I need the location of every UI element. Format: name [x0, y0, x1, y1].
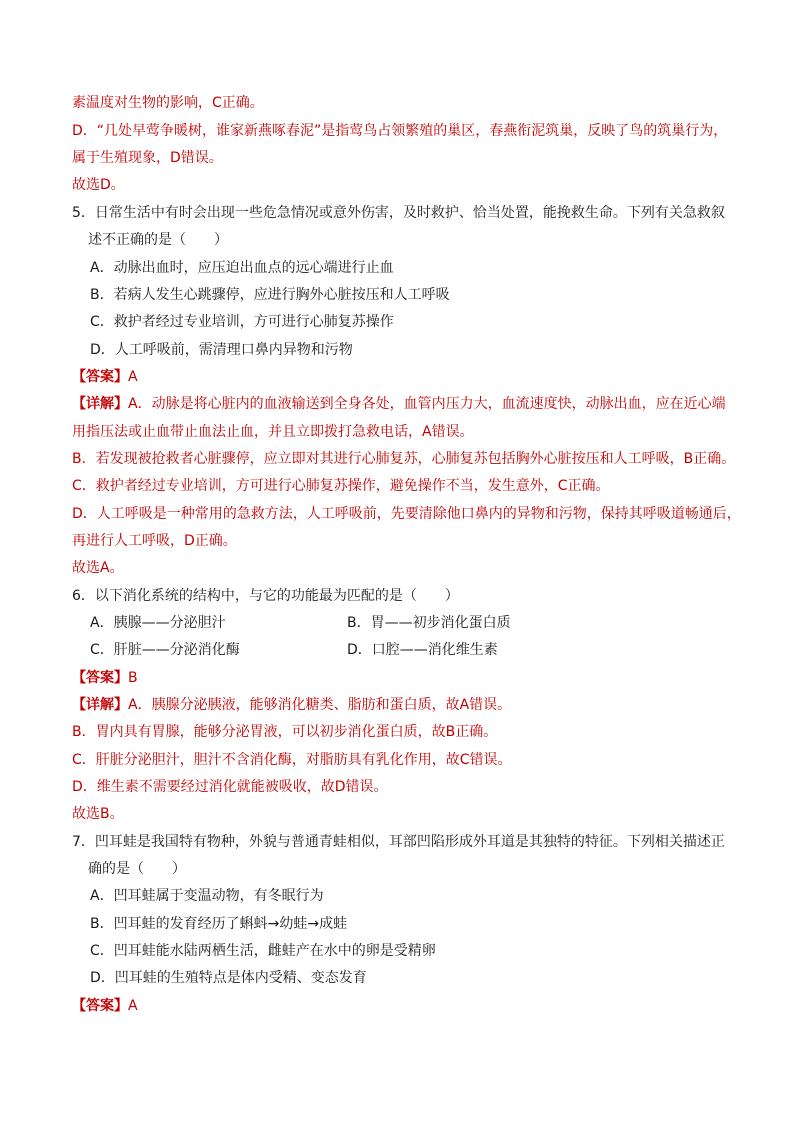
- question-7-stem-cont: 确的是（ ）: [88, 861, 186, 877]
- conclusion-line: 故选A。: [72, 560, 124, 576]
- explanation-text: A．胰腺分泌胰液，能够消化糖类、脂肪和蛋白质，故A错误。: [128, 697, 512, 713]
- question-7-stem: 7．凹耳蛙是我国特有物种，外貌与普通青蛙相似，耳部凹陷形成外耳道是其独特的特征。下列相关描述正: [72, 834, 725, 850]
- answer-value: A: [128, 998, 138, 1014]
- q6-option-d: D．口腔——消化维生素: [347, 642, 498, 658]
- conclusion-line: 故选B。: [72, 806, 124, 822]
- explanation-line: D．维生素不需要经过消化就能被吸收，故D错误。: [72, 779, 388, 795]
- explanation-label: 【详解】: [72, 396, 128, 412]
- explanation-text: A．动脉是将心脏内的血液输送到全身各处，血管内压力大，血流速度快，动脉出血，应在近心端: [128, 396, 726, 412]
- explanation-line: C．肝脏分泌胆汁，胆汁不含消化酶，对脂肪具有乳化作用，故C错误。: [72, 752, 512, 768]
- question-5-stem-cont: 述不正确的是（ ）: [88, 232, 228, 248]
- conclusion-line: 故选D。: [72, 177, 125, 193]
- q5-option-a: A．动脉出血时，应压迫出血点的远心端进行止血: [90, 260, 394, 276]
- explanation-line: 属于生殖现象，D错误。: [72, 150, 223, 166]
- q6-answer: [72, 668, 138, 688]
- q5-answer: [72, 367, 138, 387]
- q7-option-b: B．凹耳蛙的发育经历了蝌蚪→幼蛙→成蛙: [90, 916, 348, 932]
- explanation-line: C．救护者经过专业培训，方可进行心肺复苏操作，避免操作不当，发生意外，C正确。: [72, 478, 610, 494]
- answer-value: A: [128, 369, 138, 385]
- explanation-line: D．“几处早莺争暖树，谁家新燕啄春泥”是指莺鸟占领繁殖的巢区，春燕衔泥筑巢，反映了鸟的筑巢行为，: [72, 123, 728, 139]
- q7-answer: [72, 996, 138, 1016]
- answer-label: 【答案】: [72, 998, 128, 1014]
- question-5-stem: 5．日常生活中有时会出现一些危急情况或意外伤害，及时救护、恰当处置，能挽救生命。下列有关急救叙: [72, 205, 725, 221]
- answer-value: B: [128, 670, 138, 686]
- q5-option-b: B．若病人发生心跳骤停，应进行胸外心脏按压和人工呼吸: [90, 287, 450, 303]
- answer-label: 【答案】: [72, 369, 128, 385]
- q6-option-a: A．胰腺——分泌胆汁: [90, 615, 226, 631]
- explanation-line: 素温度对生物的影响，C正确。: [72, 95, 264, 111]
- q5-option-d: D．人工呼吸前，需清理口鼻内异物和污物: [90, 342, 353, 358]
- q7-option-a: A．凹耳蛙属于变温动物，有冬眠行为: [90, 888, 324, 904]
- q5-option-c: C．救护者经过专业培训，方可进行心肺复苏操作: [90, 314, 394, 330]
- explanation-line: 再进行人工呼吸，D正确。: [72, 533, 237, 549]
- q7-option-c: C．凹耳蛙能水陆两栖生活，雌蛙产在水中的卵是受精卵: [90, 943, 436, 959]
- answer-label: 【答案】: [72, 670, 128, 686]
- explanation-line: B．若发现被抢救者心脏骤停，应立即对其进行心肺复苏，心肺复苏包括胸外心脏按压和人工呼吸，B正确。: [72, 451, 736, 467]
- explanation-line: B．胃内具有胃腺，能够分泌胃液，可以初步消化蛋白质，故B正确。: [72, 724, 498, 740]
- q6-option-c: C．肝脏——分泌消化酶: [90, 642, 240, 658]
- question-6-stem: 6．以下消化系统的结构中，与它的功能最为匹配的是（ ）: [72, 588, 459, 604]
- q6-option-b: B．胃——初步消化蛋白质: [347, 615, 511, 631]
- q5-explanation: [72, 394, 726, 414]
- q6-explanation: [72, 695, 511, 715]
- explanation-line: D．人工呼吸是一种常用的急救方法，人工呼吸前，先要清除他口鼻内的异物和污物，保持其呼吸道畅通后，: [72, 506, 741, 522]
- explanation-line: 用指压法或止血带止血法止血，并且立即拨打急救电话，A错误。: [72, 424, 474, 440]
- explanation-label: 【详解】: [72, 697, 128, 713]
- q7-option-d: D．凹耳蛙的生殖特点是体内受精、变态发育: [90, 970, 367, 986]
